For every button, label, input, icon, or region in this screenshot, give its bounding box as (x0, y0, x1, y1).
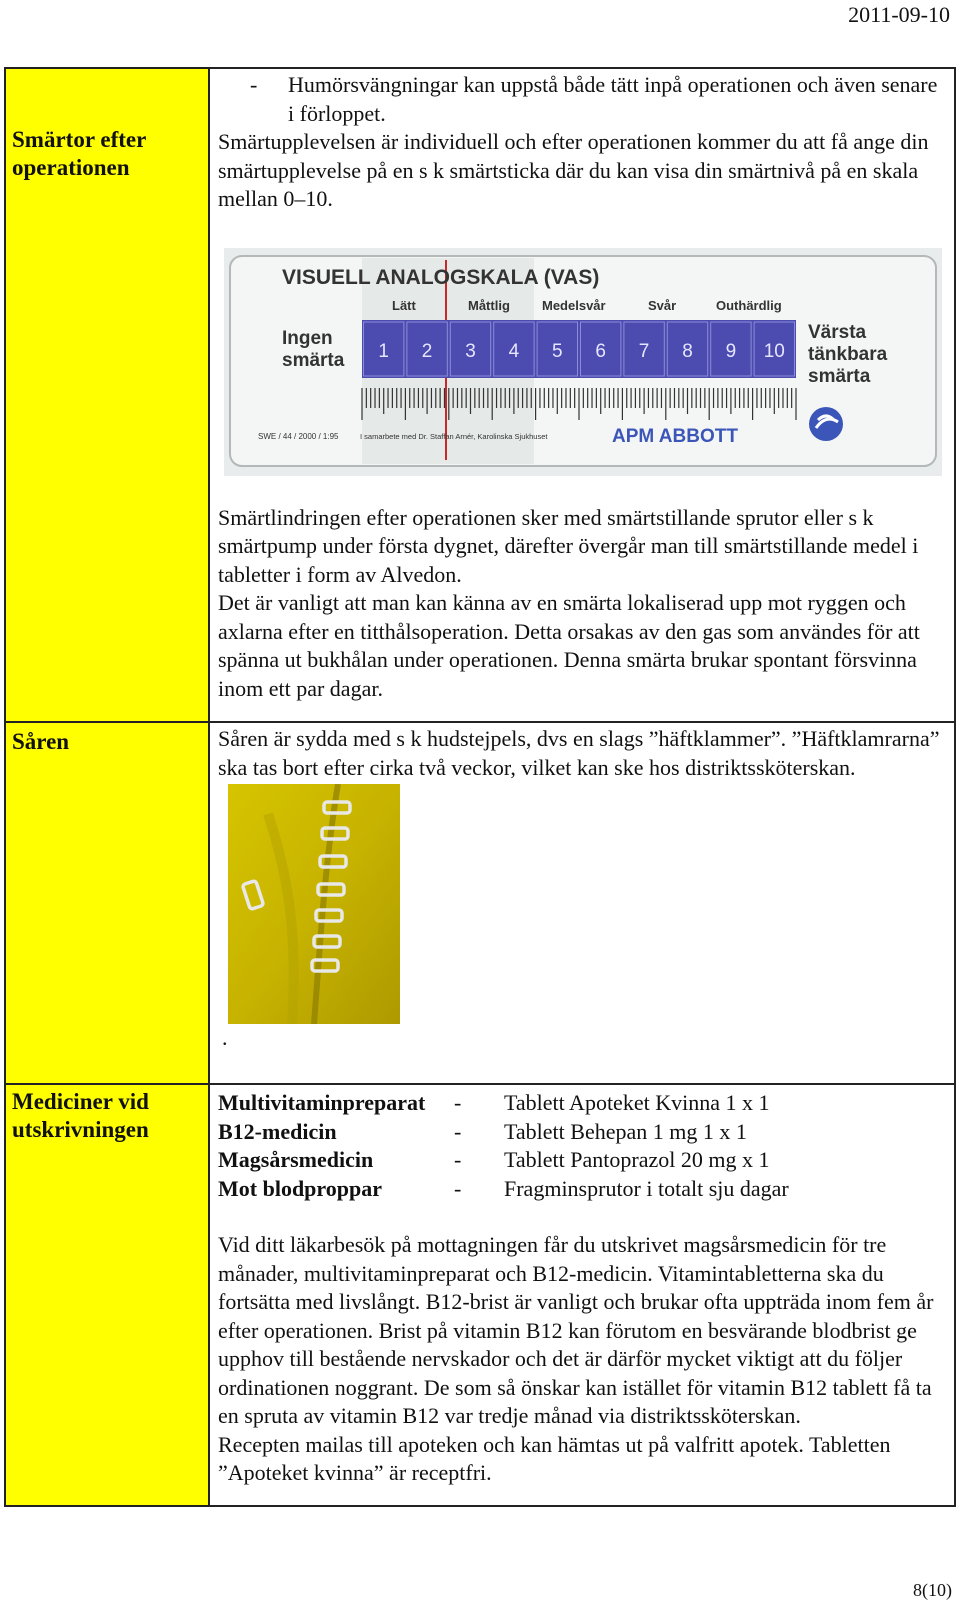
vas-level-4: Svår (648, 297, 677, 313)
wounds-row (5, 722, 955, 1084)
vas-title: VISUELL ANALOGSKALA (VAS) (282, 265, 600, 289)
wounds-body (209, 722, 955, 1084)
vas-right-label-3: smärta (808, 365, 871, 387)
vas-brand: APM ABBOTT (612, 425, 738, 447)
med-dash-4: - (454, 1175, 462, 1201)
wounds-label: Såren (12, 729, 70, 754)
vas-number-1: 1 (378, 340, 389, 362)
med-dash-1: - (454, 1090, 462, 1115)
vas-number-8: 8 (682, 340, 693, 362)
med-dash-3: - (454, 1147, 462, 1172)
pain-body (209, 68, 955, 722)
pain-label: Smärtor efter operationen (12, 127, 146, 180)
vas-level-5: Outhärdlig (716, 297, 782, 313)
meds-row (5, 1084, 955, 1506)
mood-bullet (218, 71, 946, 128)
wounds-paragraph: Såren är sydda med s k hudstejpels, dvs en slags ”häftklammer”. ”Häftklamrarna” ska tas bort efter cirka två veckor, vilket kan ske hos distriktssköterskan. (218, 726, 940, 780)
vas-number-10: 10 (763, 340, 785, 362)
pain-label-cell (5, 68, 209, 722)
med-dash-2: - (454, 1118, 462, 1144)
vas-level-1: Lätt (392, 297, 416, 313)
vas-number-3: 3 (465, 340, 476, 362)
med-desc-1: Tablett Apoteket Kvinna 1 x 1 (504, 1090, 770, 1115)
meds-label: Mediciner vid utskrivningen (12, 1089, 149, 1142)
vas-left-label-1: Ingen (282, 327, 333, 349)
wounds-dot: . (222, 1025, 228, 1050)
prescription-paragraph: Recepten mailas till apoteken och kan hämtas ut på valfritt apotek. Tabletten ”Apoteket kvinna” är receptfri. (218, 1431, 891, 1485)
wounds-label-cell (5, 722, 209, 1084)
vas-number-7: 7 (638, 340, 650, 362)
meds-label-cell (5, 1084, 209, 1506)
vas-level-3: Medelsvår (542, 297, 606, 313)
info-table (4, 67, 956, 1507)
med-desc-4: Fragminsprutor i totalt sju dagar (504, 1175, 789, 1201)
vas-footer-code: SWE / 44 / 2000 / 1:95 (258, 431, 339, 441)
vas-scale-image (224, 248, 942, 476)
bullet-dash: - (250, 72, 258, 97)
header-date: 2011-09-10 (848, 2, 950, 27)
vas-level-2: Måttlig (468, 297, 510, 313)
vas-number-4: 4 (508, 340, 520, 362)
vas-left-label-2: smärta (282, 349, 345, 371)
med-name-3: Magsårsmedicin (218, 1147, 374, 1172)
med-desc-2: Tablett Behepan 1 mg 1 x 1 (504, 1118, 747, 1144)
shoulder-pain-paragraph: Det är vanligt att man kan känna av en smärta lokaliserad upp mot ryggen och axlarna efter en titthålsoperation. Detta orsakas av den gas som användes för att spänna ut bukhålan under operationen. Denna smärta brukar spontant försvinna inom ett par dagar. (218, 590, 920, 701)
vas-right-label-2: tänkbara (808, 343, 888, 365)
med-name-4: Mot blodproppar (218, 1175, 383, 1201)
abbott-logo-icon (809, 407, 843, 441)
skin-staples-image (228, 784, 400, 1024)
vas-number-2: 2 (421, 340, 433, 362)
med-name-2: B12-medicin (218, 1118, 337, 1144)
vas-figure (218, 214, 946, 504)
pain-relief-paragraph: Smärtlindringen efter operationen sker med smärtstillande sprutor eller s k smärtpump under första dygnet, därefter övergår man till smärtstillande medel i tabletter i form av Alvedon. (218, 504, 919, 587)
mood-bullet-text: Humörsvängningar kan uppstå både tätt inpå operationen och även senare i förloppet. (288, 72, 938, 126)
vas-number-5: 5 (552, 340, 563, 362)
page-number: 8(10) (913, 1580, 952, 1600)
pain-row (5, 68, 955, 722)
vas-number-6: 6 (595, 340, 606, 362)
vas-footer-collab: I samarbete med Dr. Staffan Arnér, Karolinska Sjukhuset (360, 431, 548, 441)
vas-right-label-1: Värsta (808, 321, 867, 343)
meds-paragraph: Vid ditt läkarbesök på mottagningen får du utskrivet magsårsmedicin för tre månader, multivitaminpreparat och B12-medicin. Vitamintabletterna ska du fortsätta med livslångt. B12-brist är vanligt och brukar ofta uppträda inom fem år efter operationen. Brist på vitamin B12 kan förutom en besvärande blodbrist ge upphov till bestående nervskador och det är därför mycket viktigt att du följer ordinationen noggrant. De som så önskar kan istället för vitamin B12 tablett få ta en spruta av vitamin B12 var tredje månad via distriktssköterskan. (218, 1232, 934, 1428)
meds-body (209, 1084, 955, 1506)
pain-intro: Smärtupplevelsen är individuell och efter operationen kommer du att få ange din smärtupplevelse på en s k smärtsticka där du kan visa din smärtnivå på en skala mellan 0–10. (218, 129, 929, 211)
med-name-1: Multivitaminpreparat (218, 1090, 426, 1115)
med-desc-3: Tablett Pantoprazol 20 mg x 1 (504, 1147, 770, 1172)
vas-number-9: 9 (725, 340, 737, 362)
medication-list (218, 1089, 946, 1203)
staples-figure (218, 784, 946, 1024)
